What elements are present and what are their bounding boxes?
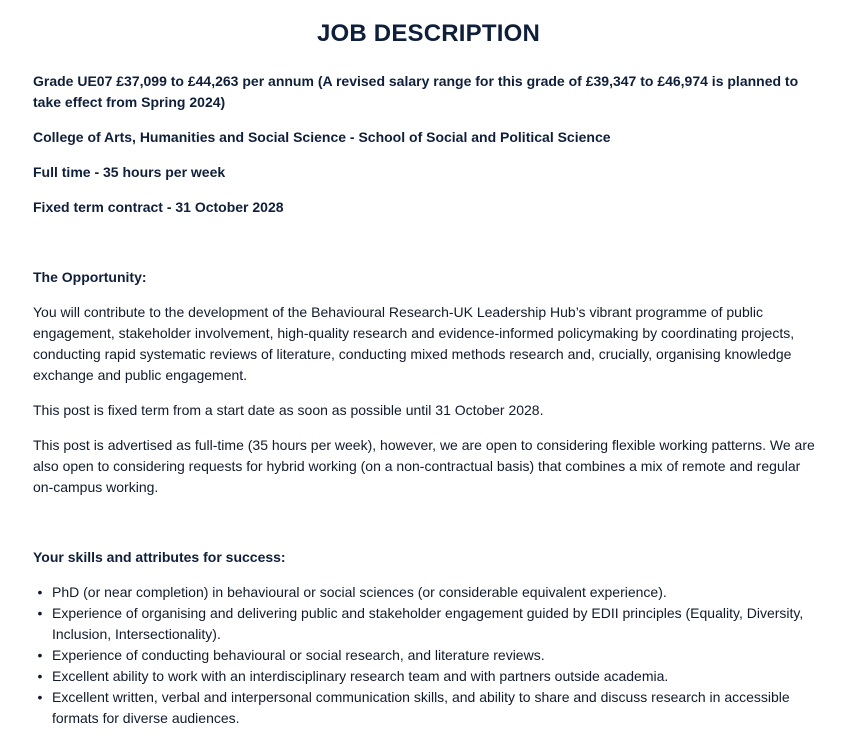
list-item [37,687,824,729]
skills-heading: Your skills and attributes for success: [33,549,286,565]
opportunity-heading: The Opportunity: [33,269,147,285]
page-title: JOB DESCRIPTION [316,20,541,47]
skill-text: Experience of organising and delivering public and stakeholder engagement guided by EDII principles (Equality, Diversity, Inclusion, Intersectionality). [52,605,804,642]
bullet-icon: • [37,689,43,705]
opportunity-paragraph: This post is fixed term from a start date as soon as possible until 31 October 2028. [33,402,544,418]
skill-text: Experience of conducting behavioural or social research, and literature reviews. [52,647,545,663]
skill-text: Excellent written, verbal and interpersonal communication skills, and ability to share and discuss research in accessible formats for diverse audiences. [52,689,790,726]
grade-salary-text: Grade UE07 £37,099 to £44,263 per annum (A revised salary range for this grade of £39,347 to £46,974 is planned to take effect from Spring 2024) [33,73,799,110]
contract-term-text: Fixed term contract - 31 October 2028 [33,199,284,215]
bullet-icon: • [37,605,43,621]
list-item [37,582,824,603]
college-school-text: College of Arts, Humanities and Social Science - School of Social and Political Science [33,129,611,145]
job-summary [33,71,824,218]
bullet-icon: • [37,668,43,684]
bullet-icon: • [37,647,43,663]
skill-text: PhD (or near completion) in behavioural or social sciences (or considerable equivalent experience). [52,584,667,600]
skill-text: Excellent ability to work with an interdisciplinary research team and with partners outside academia. [52,668,669,684]
bullet-icon: • [37,584,43,600]
skills-list [33,582,824,729]
list-item [37,666,824,687]
opportunity-paragraph: You will contribute to the development of the Behavioural Research-UK Leadership Hub’s vibrant programme of public engagement, stakeholder involvement, high-quality research and evidence-informed policymaking by coordinating projects, conducting rapid systematic reviews of literature, conducting mixed methods research and, crucially, organising knowledge exchange and public engagement. [33,304,795,383]
list-item [37,603,824,645]
working-hours-text: Full time - 35 hours per week [33,164,226,180]
opportunity-paragraph: This post is advertised as full-time (35 hours per week), however, we are open to considering flexible working patterns. We are also open to considering requests for hybrid working (on a non-contractual basis) that combines a mix of remote and regular on-campus working. [33,437,815,495]
list-item [37,645,824,666]
